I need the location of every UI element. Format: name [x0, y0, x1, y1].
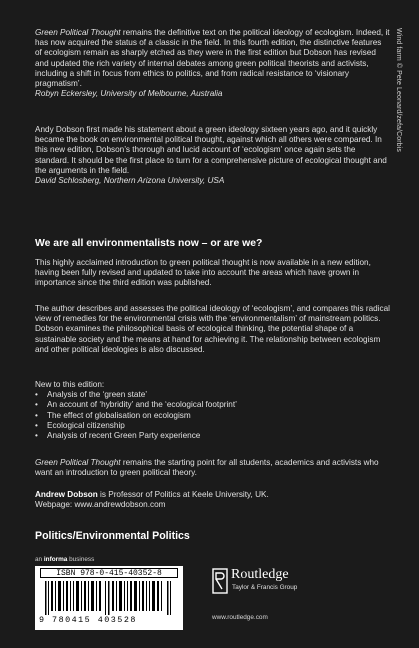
review-body: remains the definitive text on the political ideology of ecologism. Indeed, it has now acquired the status of a classic in the field. In this fourth edition, the distinctive features of ecologism remain as sharply etched as they were in the first edition but Dobson has revised and updated the rich variety of internal debates among green political theorists and activists, including a shift in focus from ethics to politics, and from radical resistance to ‘visionary pragmatism’. [35, 28, 390, 89]
informa-tagline [35, 556, 94, 563]
author-line [35, 490, 393, 500]
blurb-heading: We are all environmentalists now – or are we? [35, 238, 263, 249]
book-title-italic: Green Political Thought [35, 28, 121, 37]
barcode-digits: 9 780415 403528 [39, 615, 137, 625]
informa-brand: informa [43, 556, 68, 563]
list-item: • An account of ‘hybridity’ and the ‘ecological footprint’ [35, 400, 385, 410]
list-item: • Analysis of the ‘green state’ [35, 390, 385, 400]
review-body: Andy Dobson first made his statement about a green ideology sixteen years ago, and it quickly became the book on environmental political thought, against which all others were compared. In this new edition, Dobson’s thorough and lucid account of ‘ecologism’ once again sets the standard. It should be the first place to turn for a comprehensive picture of ecological thought and the arguments in the field. [35, 125, 387, 175]
barcode-bars [45, 581, 173, 615]
isbn-label: ISBN 978-0-415-40352-8 [40, 568, 178, 578]
subject-category: Politics/Environmental Politics [35, 530, 190, 542]
author-webpage: Webpage: www.andrewdobson.com [35, 500, 166, 510]
new-edition-list [35, 380, 385, 441]
review-schlosberg [35, 125, 390, 186]
list-item: • The effect of globalisation on ecologism [35, 411, 385, 421]
routledge-mark-icon [212, 568, 228, 594]
closing-paragraph [35, 458, 393, 478]
new-edition-items [35, 390, 385, 441]
review-text [35, 28, 390, 89]
intro-paragraph: This highly acclaimed introduction to green political thought is now available in a new edition, having been fully revised and updated to take into account the areas which have grown in importance since the third edition was published. [35, 258, 371, 288]
review-attribution: Robyn Eckersley, University of Melbourne, Australia [35, 89, 223, 99]
publisher-website: www.routledge.com [212, 614, 268, 621]
barcode [35, 566, 183, 630]
review-attribution: David Schlosberg, Northern Arizona University, USA [35, 176, 225, 186]
author-bio [35, 490, 393, 510]
informa-suffix: business [67, 556, 95, 563]
photo-credit: Wind farm © Pete Leonard/zefa/Corbis [395, 28, 402, 152]
informa-prefix: an [35, 556, 44, 563]
new-edition-title: New to this edition: [35, 380, 105, 389]
closing-body: remains the starting point for all students, academics and activists who want an introduction to green political theory. [35, 458, 379, 478]
description-paragraph: The author describes and assesses the political ideology of ‘ecologism’, and compares this radical view of remedies for the environmental crisis with the ‘environmentalism’ of mainstream politics. Dobson examines the philosophical basis of ecological thinking, the potential shape of a sustainable society and the means at hand for achieving it. The relationship between ecologism and other political ideologies is also discussed. [35, 304, 390, 354]
publisher-group: Taylor & Francis Group [232, 584, 298, 591]
publisher-name: Routledge [231, 567, 289, 582]
author-name: Andrew Dobson [35, 490, 98, 499]
book-title-italic: Green Political Thought [35, 458, 121, 467]
publisher-logo [212, 568, 322, 608]
list-item: • Analysis of recent Green Party experience [35, 431, 385, 441]
review-eckersley [35, 28, 390, 99]
list-item: • Ecological citizenship [35, 421, 385, 431]
author-bio-text: is Professor of Politics at Keele University, UK. [97, 490, 269, 499]
